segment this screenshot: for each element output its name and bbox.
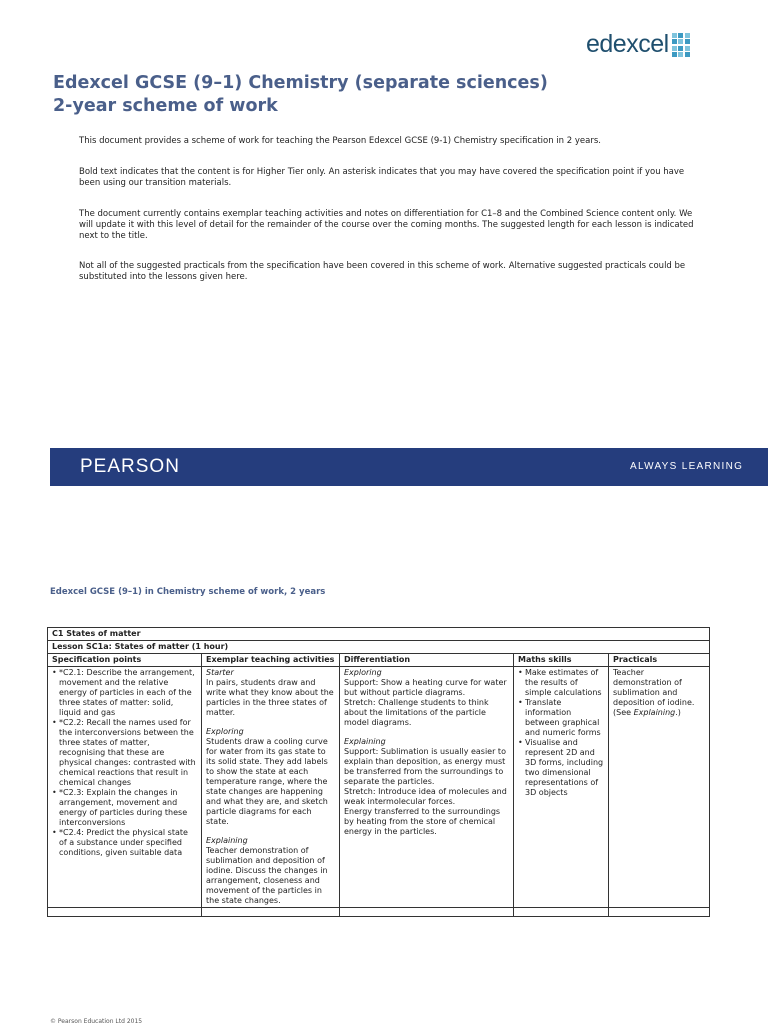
starter-text: In pairs, students draw and write what they know about the particles in the three states of matter. bbox=[206, 678, 334, 717]
diff-explaining-stretch: Stretch: Introduce idea of molecules and weak intermolecular forces. bbox=[344, 787, 507, 806]
maths-skill: • Visualise and represent 2D and 3D forms, including two dimensional representations of 3D objects bbox=[518, 738, 604, 798]
title-line-1: Edexcel GCSE (9–1) Chemistry (separate sciences) bbox=[53, 73, 548, 93]
copyright-footer: © Pearson Education Ltd 2015 bbox=[50, 1018, 143, 1025]
header-row bbox=[48, 654, 710, 667]
spec-point: • *C2.3: Explain the changes in arrangement, movement and energy of particles during these interconversions bbox=[52, 788, 197, 828]
teaching-explaining-text: Teacher demonstration of sublimation and deposition of iodine. Discuss the changes in arrangement, closeness and movement of the particles in the state changes. bbox=[206, 846, 328, 905]
empty-cell bbox=[340, 908, 514, 917]
maths-skills-cell bbox=[514, 667, 609, 908]
intro-paragraph-3: The document currently contains exemplar teaching activities and notes on differentiation for C1–8 and the Combined Science content only. We will update it with this level of detail for the remainder of the course over the coming months. The suggested length for each lesson is indicated next to the title. bbox=[79, 209, 694, 241]
diff-exploring-stretch: Stretch: Challenge students to think about the limitations of the particle model diagrams. bbox=[344, 698, 489, 727]
practicals-close: .) bbox=[675, 708, 681, 717]
spec-point: • *C2.1: Describe the arrangement, movement and the relative energy of particles in each of the three states of matter: solid, liquid and gas bbox=[52, 668, 197, 718]
lesson-title: Lesson SC1a: States of matter (1 hour) bbox=[48, 641, 710, 654]
starter-heading: Starter bbox=[206, 668, 234, 677]
empty-cell bbox=[514, 908, 609, 917]
diff-explaining-heading: Explaining bbox=[344, 737, 386, 746]
header-diff: Differentiation bbox=[340, 654, 514, 667]
header-teaching: Exemplar teaching activities bbox=[202, 654, 340, 667]
differentiation-cell bbox=[340, 667, 514, 908]
maths-skills-list bbox=[518, 668, 604, 798]
title-line-2: 2-year scheme of work bbox=[53, 95, 278, 116]
diff-exploring-heading: Exploring bbox=[344, 668, 382, 677]
header-spec: Specification points bbox=[48, 654, 202, 667]
pearson-banner bbox=[50, 448, 768, 486]
scheme-of-work-table bbox=[47, 627, 710, 917]
practicals-cell bbox=[609, 667, 710, 908]
practicals-text: Teacher demonstration of sublimation and deposition of iodine. (See bbox=[613, 668, 695, 717]
logo-text: edexcel bbox=[586, 29, 669, 58]
content-row bbox=[48, 667, 710, 908]
spec-points-list bbox=[52, 668, 197, 858]
lesson-row bbox=[48, 641, 710, 654]
banner-tagline: ALWAYS LEARNING bbox=[630, 461, 744, 472]
header-maths: Maths skills bbox=[514, 654, 609, 667]
page-title bbox=[53, 72, 548, 117]
edexcel-grid-icon bbox=[672, 33, 690, 58]
diff-explaining-support: Support: Sublimation is usually easier to explain than deposition, as energy must be transferred from the surroundings to separate the particles. bbox=[344, 747, 506, 786]
topic-title: C1 States of matter bbox=[48, 628, 710, 641]
maths-skill: • Make estimates of the results of simple calculations bbox=[518, 668, 604, 698]
intro-paragraph-1: This document provides a scheme of work for teaching the Pearson Edexcel GCSE (9-1) Chemistry specification in 2 years. bbox=[79, 136, 601, 146]
empty-cell bbox=[609, 908, 710, 917]
teaching-cell bbox=[202, 667, 340, 908]
empty-cell bbox=[48, 908, 202, 917]
diff-exploring-support: Support: Show a heating curve for water but without particle diagrams. bbox=[344, 678, 507, 697]
header-practicals: Practicals bbox=[609, 654, 710, 667]
teaching-explaining-heading: Explaining bbox=[206, 836, 248, 845]
teaching-exploring-text: Students draw a cooling curve for water from its gas state to its solid state. They add labels to show the state at each temperature range, where the state changes are happening and what they are, and sketch particle diagrams for each state. bbox=[206, 737, 328, 826]
empty-cell bbox=[202, 908, 340, 917]
empty-row bbox=[48, 908, 710, 917]
intro-paragraph-4: Not all of the suggested practicals from the specification have been covered in this scheme of work. Alternative suggested practicals could be substituted into the lessons given here. bbox=[79, 261, 686, 282]
spec-points-cell bbox=[48, 667, 202, 908]
teaching-exploring-heading: Exploring bbox=[206, 727, 244, 736]
intro-paragraph-2: Bold text indicates that the content is for Higher Tier only. An asterisk indicates that you may have covered the specification point if you have been using our transition materials. bbox=[79, 167, 685, 188]
practicals-ref: Explaining bbox=[633, 708, 676, 717]
spec-point: • *C2.4: Predict the physical state of a substance under specified conditions, given suitable data bbox=[52, 828, 197, 858]
edexcel-logo bbox=[586, 30, 690, 58]
pearson-logo-text: PEARSON bbox=[80, 456, 180, 477]
maths-skill: • Translate information between graphical and numeric forms bbox=[518, 698, 604, 738]
diff-explaining-extra: Energy transferred to the surroundings by heating from the store of chemical energy in the particles. bbox=[344, 807, 501, 836]
topic-row bbox=[48, 628, 710, 641]
spec-point: • *C2.2: Recall the names used for the interconversions between the three states of matter, recognising that these are physical changes: contrasted with chemical reactions that result in chemical changes bbox=[52, 718, 197, 788]
section-title: Edexcel GCSE (9–1) in Chemistry scheme of work, 2 years bbox=[50, 587, 326, 597]
